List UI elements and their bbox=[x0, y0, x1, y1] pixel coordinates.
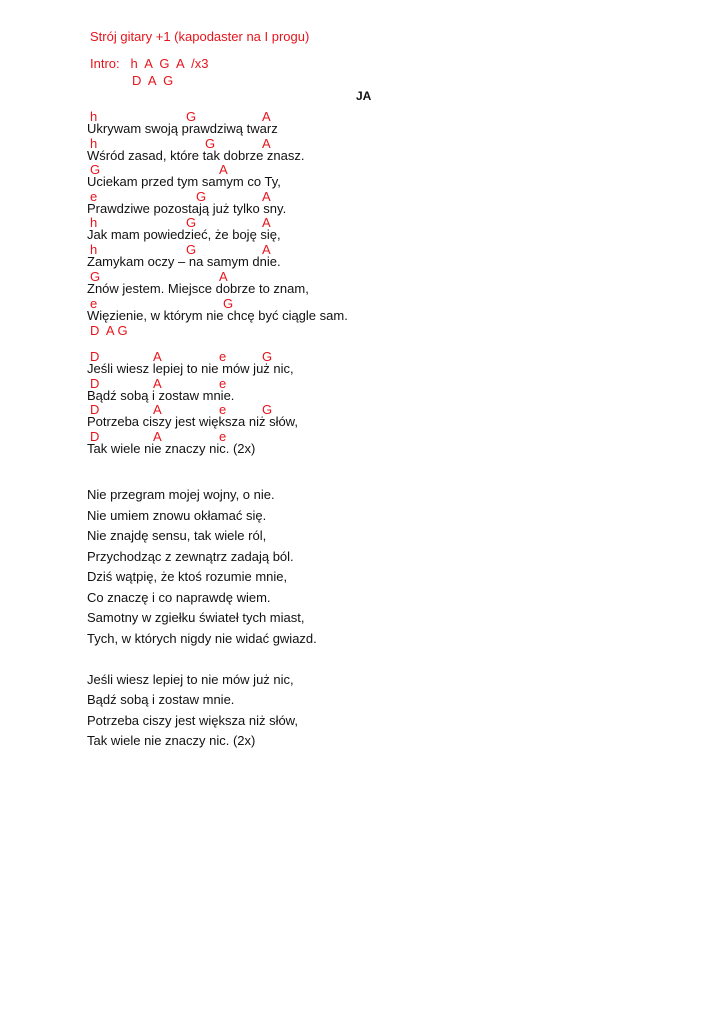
chord: D bbox=[90, 429, 100, 444]
chord: A bbox=[262, 242, 271, 257]
lyric-line: Co znaczę i co naprawdę wiem. bbox=[87, 590, 271, 605]
chord: A bbox=[262, 189, 271, 204]
lyric-line: Nie przegram mojej wojny, o nie. bbox=[87, 487, 275, 502]
tuning-note: Strój gitary +1 (kapodaster na I progu) bbox=[90, 29, 310, 44]
lyric-line: Tak wiele nie znaczy nic. (2x) bbox=[87, 441, 256, 456]
lyric-line: Potrzeba ciszy jest większa niż słów, bbox=[87, 414, 298, 429]
chord: D bbox=[90, 376, 100, 391]
chord: G bbox=[90, 269, 101, 284]
lyric-line: Potrzeba ciszy jest większa niż słów, bbox=[87, 713, 298, 728]
chord: A bbox=[262, 215, 271, 230]
chord: A bbox=[219, 269, 228, 284]
intro-chords-line-1: Intro: h A G A /x3 bbox=[90, 56, 209, 71]
lyric-line: Uciekam przed tym samym co Ty, bbox=[87, 174, 281, 189]
chord: G bbox=[205, 136, 216, 151]
chord: h bbox=[90, 242, 98, 257]
lyric-line: Ukrywam swoją prawdziwą twarz bbox=[87, 121, 278, 136]
lyric-line: Samotny w zgiełku świateł tych miast, bbox=[87, 610, 305, 625]
chord: G bbox=[186, 242, 197, 257]
chord: G bbox=[223, 296, 234, 311]
chord: h bbox=[90, 109, 98, 124]
song-title: JA bbox=[356, 89, 372, 103]
lyric-line: Więzienie, w którym nie chcę być ciągle sam. bbox=[87, 308, 348, 323]
chord: A bbox=[219, 162, 228, 177]
lyric-line: Znów jestem. Miejsce dobrze to znam, bbox=[87, 281, 309, 296]
verse-1-outro-chords: D A G bbox=[90, 323, 128, 338]
chord: G bbox=[262, 349, 273, 364]
intro-chords-line-2: D A G bbox=[132, 73, 174, 88]
lyric-line: Wśród zasad, które tak dobrze znasz. bbox=[87, 148, 305, 163]
chord: D bbox=[90, 349, 100, 364]
chord: h bbox=[90, 136, 98, 151]
lyric-line: Tych, w których nigdy nie widać gwiazd. bbox=[87, 631, 317, 646]
lyric-line: Nie znajdę sensu, tak wiele ról, bbox=[87, 528, 267, 543]
lyric-line: Jeśli wiesz lepiej to nie mów już nic, bbox=[87, 672, 294, 687]
chord: e bbox=[219, 429, 227, 444]
chord: G bbox=[90, 162, 101, 177]
chord: e bbox=[219, 402, 227, 417]
chord: A bbox=[153, 349, 162, 364]
chord: G bbox=[186, 215, 197, 230]
chord: A bbox=[153, 376, 162, 391]
chord: A bbox=[262, 136, 271, 151]
chord: G bbox=[186, 109, 197, 124]
chord: A bbox=[262, 109, 271, 124]
lyric-line: Nie umiem znowu okłamać się. bbox=[87, 508, 267, 523]
lyric-line: Bądź sobą i zostaw mnie. bbox=[87, 388, 235, 403]
lyric-line: Prawdziwe pozostają już tylko sny. bbox=[87, 201, 287, 216]
lyric-line: Dziś wątpię, że ktoś rozumie mnie, bbox=[87, 569, 288, 584]
chord: A bbox=[153, 402, 162, 417]
chord: e bbox=[90, 296, 98, 311]
lyric-line: Bądź sobą i zostaw mnie. bbox=[87, 692, 235, 707]
chord: D bbox=[90, 402, 100, 417]
chord: e bbox=[219, 349, 227, 364]
chord: G bbox=[196, 189, 207, 204]
chord: G bbox=[262, 402, 273, 417]
chord: h bbox=[90, 215, 98, 230]
chord: A bbox=[153, 429, 162, 444]
lyric-line: Tak wiele nie znaczy nic. (2x) bbox=[87, 733, 256, 748]
chord: e bbox=[90, 189, 98, 204]
lyric-line: Zamykam oczy – na samym dnie. bbox=[87, 254, 281, 269]
lyric-line: Jeśli wiesz lepiej to nie mów już nic, bbox=[87, 361, 294, 376]
chord: e bbox=[219, 376, 227, 391]
lyric-line: Jak mam powiedzieć, że boję się, bbox=[87, 227, 281, 242]
lyric-line: Przychodząc z zewnątrz zadają ból. bbox=[87, 549, 294, 564]
